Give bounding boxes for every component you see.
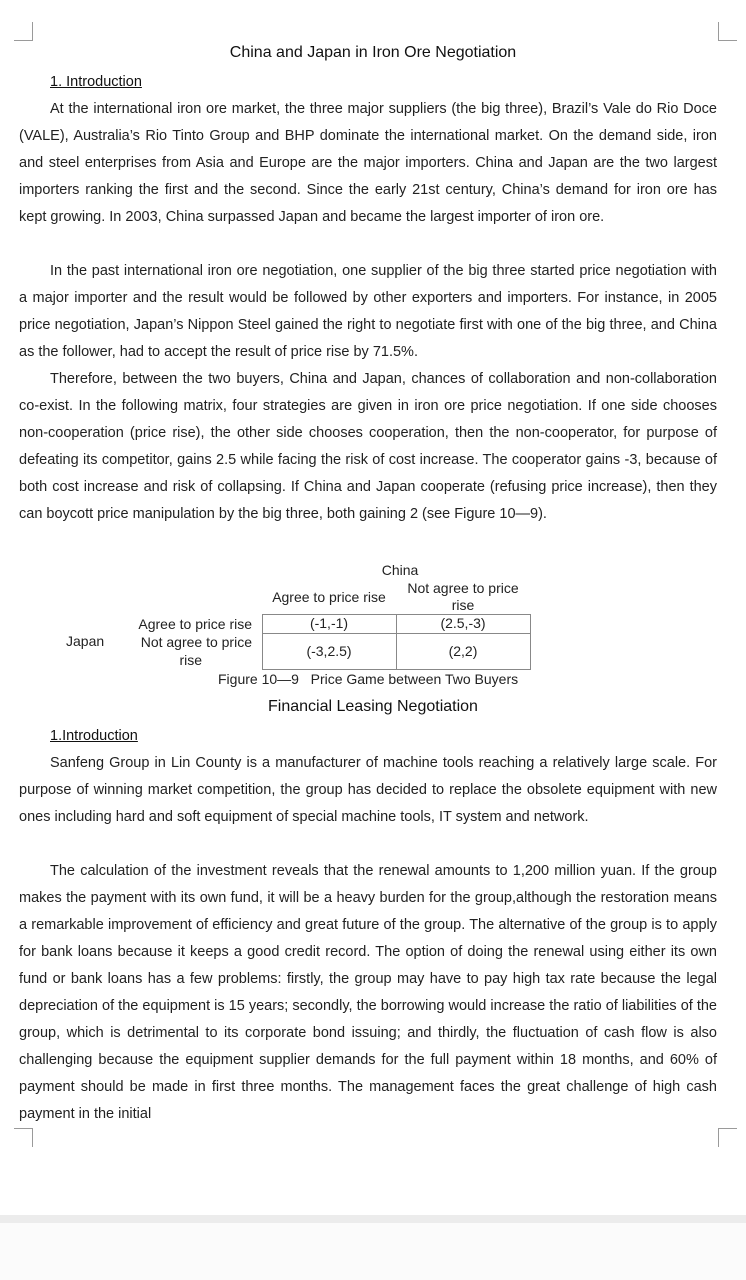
section-heading: 1. Introduction — [50, 74, 142, 90]
page-corner-mark — [14, 22, 33, 41]
page-corner-mark — [718, 22, 737, 41]
matrix-grid-line — [530, 614, 531, 670]
matrix-row-header: rise — [179, 652, 202, 668]
matrix-cell: (2,2) — [448, 643, 478, 659]
figure-caption: Figure 10—9 Price Game between Two Buyers — [218, 671, 519, 687]
page-corner-mark — [14, 1128, 33, 1147]
section-title: Financial Leasing Negotiation — [268, 698, 478, 715]
section-heading: 1.Introduction — [50, 728, 138, 744]
matrix-column-header: Agree to price rise — [272, 589, 386, 605]
matrix-column-header: Not agree to price — [407, 580, 519, 596]
document-title: China and Japan in Iron Ore Negotiation — [229, 44, 517, 61]
paragraph: Sanfeng Group in Lin County is a manufacturer of machine tools reaching a relatively large scale. For purpose of winning market competition, the group has decided to replace the obsolete equipment with new ones including hard and soft equipment of special machine tools, IT system and network. — [19, 755, 717, 825]
matrix-cell: (-3,2.5) — [306, 643, 352, 659]
paragraph: Therefore, between the two buyers, China and Japan, chances of collaboration and non-collaboration co-exist. In the following matrix, four strategies are given in iron ore price negotiation. If one side chooses non-cooperation (price rise), the other side chooses cooperation, then the non-cooperator, for purpose of defeating its competitor, gains 2.5 while facing the risk of cost increase. The cooperator gains -3, because of both cost increase and risk of collapsing. If China and Japan cooperate (refusing price increase), then they can boycott price manipulation by the big three, both gaining 2 (see Figure 10—9). — [19, 371, 717, 522]
matrix-row-player: Japan — [66, 633, 105, 649]
paragraph: At the international iron ore market, the three major suppliers (the big three), Brazil’s Vale do Rio Doce (VALE), Australia’s Rio Tinto Group and BHP dominate the international market. On the demand side, iron and steel enterprises from Asia and Europe are the major importers. China and Japan are the two largest importers ranking the first and the second. Since the early 21st century, China’s demand for iron ore has kept growing. In 2003, China surpassed Japan and became the largest importer of iron ore. — [19, 101, 717, 225]
paragraph: In the past international iron ore negotiation, one supplier of the big three started price negotiation with a major importer and the result would be followed by other exporters and importers. For instance, in 2005 price negotiation, Japan’s Nippon Steel gained the right to negotiate first with one of the big three, and China as the follower, had to accept the result of price rise by 71.5%. — [19, 263, 717, 360]
page-separator — [0, 1215, 746, 1223]
matrix-row-header: Not agree to price — [140, 634, 252, 650]
viewer-background — [0, 1223, 746, 1280]
page-corner-mark — [718, 1128, 737, 1147]
matrix-column-header: rise — [451, 597, 475, 613]
matrix-cell: (-1,-1) — [309, 615, 349, 631]
matrix-cell: (2.5,-3) — [440, 615, 486, 631]
matrix-row-header: Agree to price rise — [138, 616, 252, 632]
matrix-column-player: China — [381, 562, 419, 578]
paragraph: The calculation of the investment reveals that the renewal amounts to 1,200 million yuan. If the group makes the payment with its own fund, it will be a heavy burden for the group,although the restoration means a remarkable improvement of efficiency and great future of the group. The alternative of the group is to apply for bank loans because it keeps a good credit record. The option of doing the renewal using either its own fund or bank loans has a few problems: firstly, the group may have to pay high tax rate because the legal depreciation of the equipment is 15 years; secondly, the borrowing would increase the ratio of liabilities of the group, which is detrimental to its corporate bond issuing; and thirdly, the fluctuation of cash flow is also challenging because the equipment supplier demands for the full payment within 18 months, and 60% of payment should be made in first three months. The management faces the great challenge of high cash payment in the initial — [19, 863, 717, 1122]
